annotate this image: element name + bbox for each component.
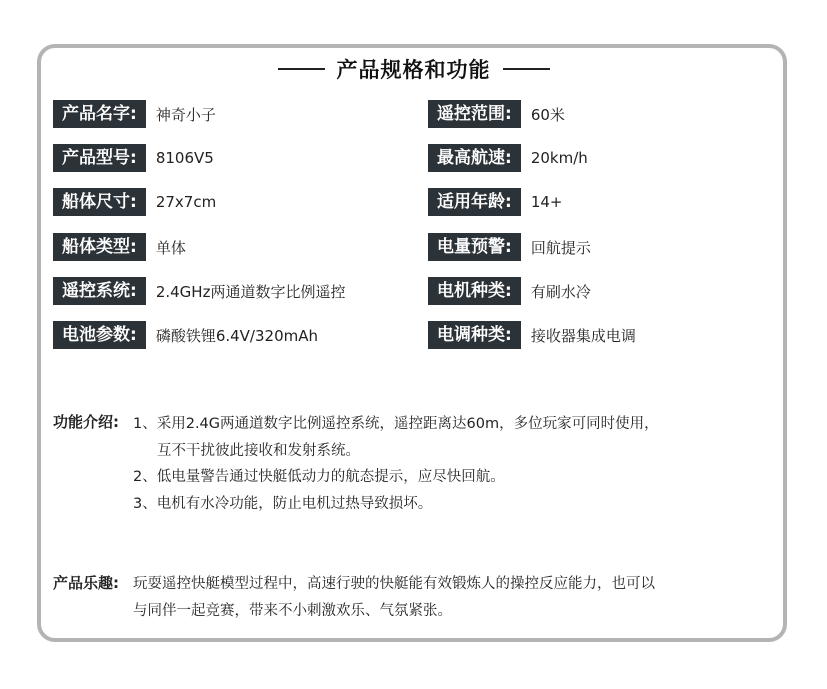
page-title: 产品规格和功能 — [336, 58, 491, 82]
spec-battery — [53, 321, 318, 349]
spec-hull-size — [53, 188, 216, 216]
fun-label: 产品乐趣: — [53, 574, 119, 592]
fun-line: 与同伴一起竞赛，带来不小刺激欢乐、气氛紧张。 — [133, 603, 452, 619]
fun-line: 玩耍遥控快艇模型过程中，高速行驶的快艇能有效锻炼人的操控反应能力，也可以 — [133, 576, 655, 592]
spec-label: 适用年龄: — [428, 188, 521, 216]
features-line: 3、电机有水冷功能，防止电机过热导致损坏。 — [133, 496, 433, 512]
spec-label: 最高航速: — [428, 144, 521, 172]
features-label: 功能介绍: — [53, 413, 119, 431]
features-line: 1、采用2.4G两通道数字比例遥控系统，遥控距离达60m，多位玩家可同时使用， — [133, 416, 659, 432]
spec-label: 电池参数: — [53, 321, 146, 349]
spec-label: 电机种类: — [428, 277, 521, 305]
spec-value: 8106V5 — [155, 149, 214, 167]
spec-label: 产品名字: — [53, 100, 146, 128]
spec-model — [53, 144, 214, 172]
spec-label: 遥控系统: — [53, 277, 146, 305]
spec-value: 神奇小子 — [155, 105, 216, 124]
spec-value: 20km/h — [530, 149, 588, 167]
spec-age — [428, 188, 562, 216]
title-right-rule — [503, 68, 550, 70]
spec-product-name — [53, 100, 216, 128]
spec-label: 遥控范围: — [428, 100, 521, 128]
spec-value: 27x7cm — [155, 193, 217, 211]
title-left-rule — [278, 68, 325, 70]
spec-battery-warning — [428, 233, 591, 261]
spec-remote-range — [428, 100, 565, 128]
spec-value: 14+ — [530, 193, 563, 211]
spec-max-speed — [428, 144, 588, 172]
title-row — [0, 52, 827, 86]
spec-esc-type — [428, 321, 636, 349]
spec-label: 产品型号: — [53, 144, 146, 172]
spec-label: 船体尺寸: — [53, 188, 146, 216]
features-line: 2、低电量警告通过快艇低动力的航态提示，应尽快回航。 — [133, 469, 505, 485]
spec-value: 单体 — [155, 238, 186, 257]
spec-hull-type — [53, 233, 186, 261]
spec-value: 60米 — [530, 105, 565, 124]
spec-label: 电调种类: — [428, 321, 521, 349]
spec-value: 接收器集成电调 — [530, 326, 636, 345]
spec-label: 船体类型: — [53, 233, 146, 261]
spec-motor-type — [428, 277, 591, 305]
spec-remote-system — [53, 277, 345, 305]
spec-value: 磷酸铁锂6.4V/320mAh — [155, 326, 318, 345]
spec-value: 2.4GHz两通道数字比例遥控 — [155, 282, 346, 301]
features-line: 互不干扰彼此接收和发射系统。 — [157, 443, 360, 459]
spec-value: 回航提示 — [530, 238, 591, 257]
spec-value: 有刷水冷 — [530, 282, 591, 301]
spec-label: 电量预警: — [428, 233, 521, 261]
